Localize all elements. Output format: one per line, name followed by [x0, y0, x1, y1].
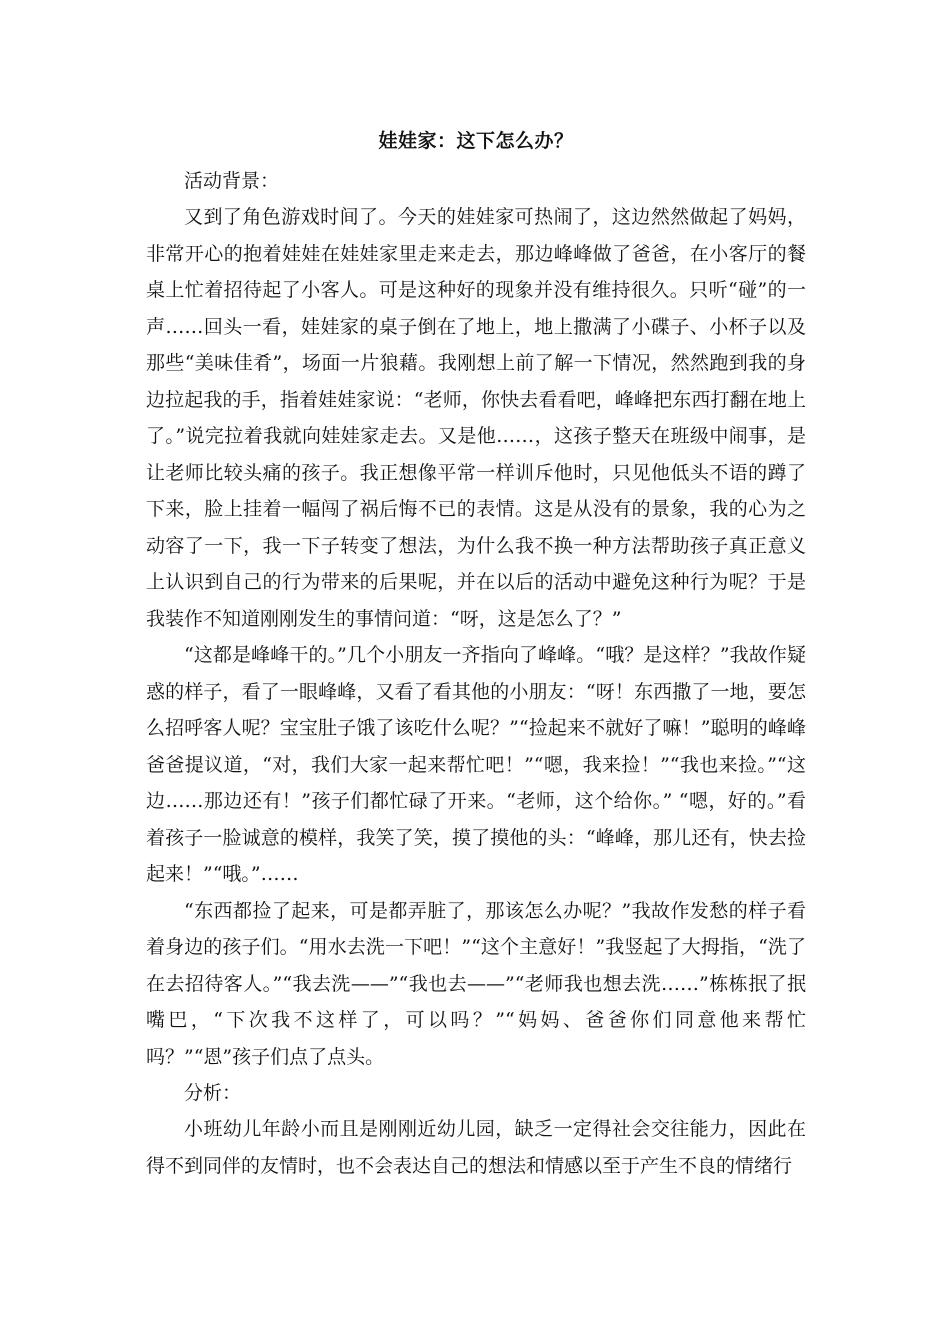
- section-analysis: [146, 1075, 806, 1184]
- section-heading-background: 活动背景：: [184, 170, 280, 192]
- paragraph: 又到了角色游戏时间了。今天的娃娃家可热闹了，这边然然做起了妈妈，非常开心的抱着娃娃在娃娃家里走来走去，那边峰峰做了爸爸，在小客厅的餐桌上忙着招待起了小客人。可是这种好的现象并没有维持很久。只听“碰”的一声……回头一看，娃娃家的桌子倒在了地上，地上撒满了小碟子、小杯子以及那些“美味佳肴”，场面一片狼藉。我刚想上前了解一下情况，然然跑到我的身边拉起我的手，指着娃娃家说：“老师，你快去看看吧，峰峰把东西打翻在地上了。”说完拉着我就向娃娃家走去。又是他……，这孩子整天在班级中闹事，是让老师比较头痛的孩子。我正想像平常一样训斥他时，只见他低头不语的蹲了下来，脸上挂着一幅闯了祸后悔不已的表情。这是从没有的景象，我的心为之动容了一下，我一下子转变了想法，为什么我不换一种方法帮助孩子真正意义上认识到自己的行为带来的后果呢，并在以后的活动中避免这种行为呢？于是我装作不知道刚刚发生的事情问道：“呀，这是怎么了？”: [146, 206, 806, 630]
- section-background: [146, 163, 806, 1075]
- paragraph: “东西都捡了起来，可是都弄脏了，那该怎么办呢？”我故作发愁的样子看着身边的孩子们。“用水去洗一下吧！”“这个主意好！”我竖起了大拇指，“洗了在去招待客人。”“我去洗——”“我也去——”“老师我也想去洗……”栋栋抿了抿嘴巴，“下次我不这样了，可以吗？”“妈妈、爸爸你们同意他来帮忙吗？”“恩”孩子们点了点头。: [146, 899, 806, 1068]
- document-title: 娃娃家：这下怎么办？: [378, 130, 574, 152]
- document-page: [146, 128, 806, 1184]
- paragraph: “这都是峰峰干的。”几个小朋友一齐指向了峰峰。“哦？是这样？”我故作疑惑的样子，看了一眼峰峰，又看了看其他的小朋友：“呀！东西撒了一地，要怎么招呼客人呢？宝宝肚子饿了该吃什么呢？”“捡起来不就好了嘛！”聪明的峰峰爸爸提议道，“对，我们大家一起来帮忙吧！”“嗯，我来捡！”“我也来捡。”“这边……那边还有！”孩子们都忙碌了开来。“老师，这个给你。” “嗯，好的。”看着孩子一脸诚意的模样，我笑了笑，摸了摸他的头：“峰峰，那儿还有，快去捡起来！”“哦。”……: [146, 644, 806, 885]
- paragraph: 小班幼儿年龄小而且是刚刚近幼儿园，缺乏一定得社会交往能力，因此在得不到同伴的友情时，也不会表达自己的想法和情感以至于产生不良的情绪行: [146, 1118, 806, 1177]
- section-heading-analysis: 分析：: [184, 1082, 242, 1104]
